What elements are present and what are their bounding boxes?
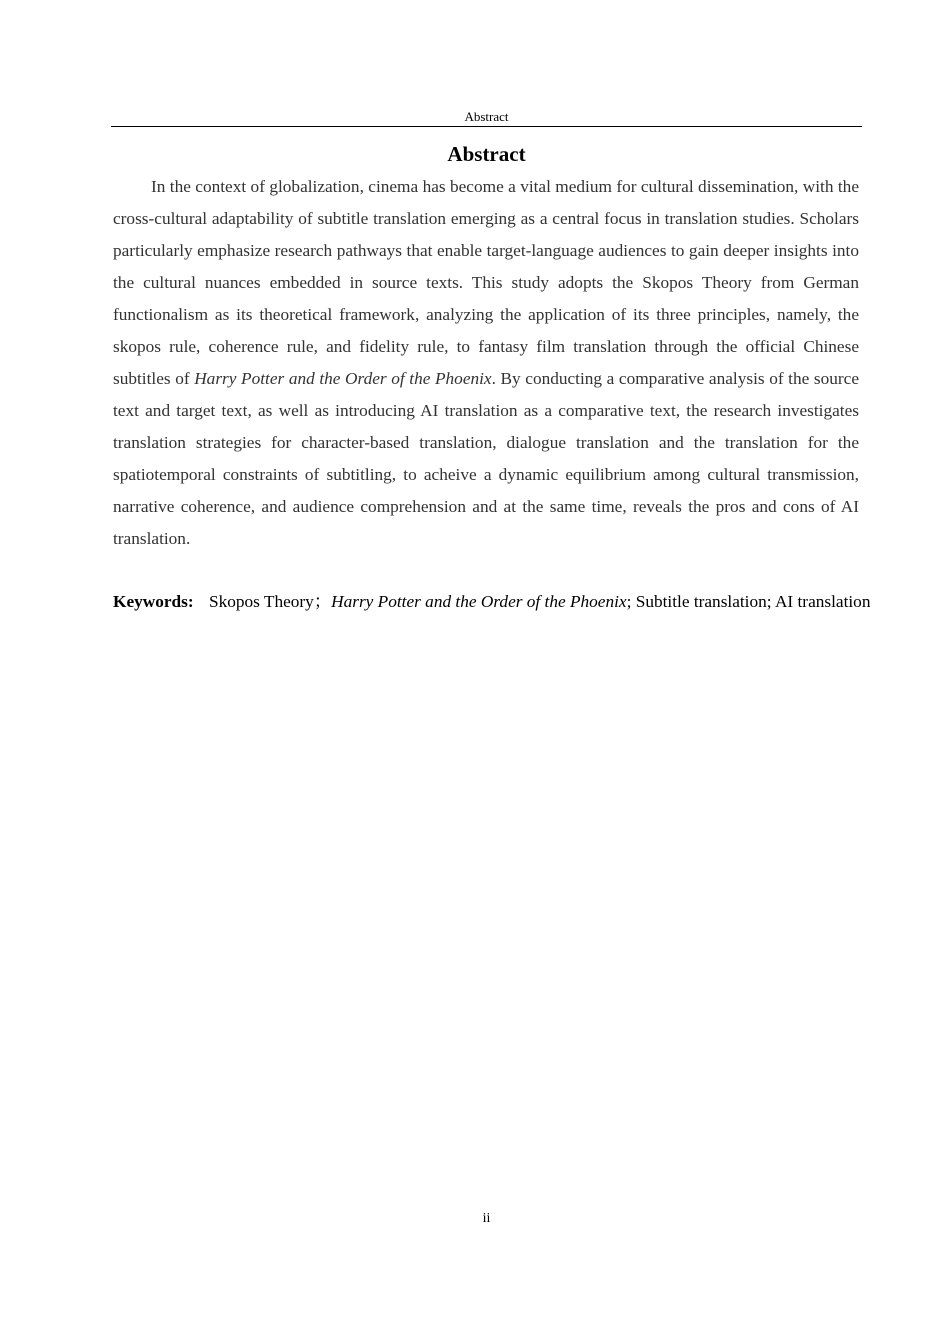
keywords-list	[209, 586, 877, 618]
keyword-separator: ;	[766, 592, 775, 611]
keyword-separator: ；	[313, 592, 332, 611]
keywords-label: Keywords:	[113, 592, 194, 611]
keyword-separator: ;	[626, 592, 636, 611]
page-title: Abstract	[447, 142, 526, 166]
abstract-paragraph	[113, 171, 859, 555]
keyword-skopos-theory: Skopos Theory	[209, 592, 314, 611]
keyword-subtitle-translation: Subtitle translation	[635, 592, 767, 611]
header-rule	[111, 126, 862, 127]
abstract-text-part-1: In the context of globalization, cinema has become a vital medium for cultural dissemination, with the cross-cultural adaptability of subtitle translation emerging as a central focus in translation studies. Scholars particularly emphasize research pathways that enable target-language audiences to gain deeper insights into the cultural nuances embedded in source texts. This study adopts the Skopos Theory from German functionalism as its theoretical framework, analyzing the application of its three principles, namely, the skopos rule, coherence rule, and fidelity rule, to fantasy film translation through the official Chinese subtitles of	[113, 177, 859, 388]
keyword-film-title: Harry Potter and the Order of the Phoenix	[331, 592, 627, 611]
running-header: Abstract	[464, 109, 509, 124]
keywords-section	[113, 586, 877, 618]
film-title-italic: Harry Potter and the Order of the Phoenix	[194, 369, 492, 388]
page-number: ii	[482, 1211, 491, 1226]
keyword-ai-translation: AI translation	[774, 592, 871, 611]
abstract-text-part-2: . By conducting a comparative analysis of the source text and target text, as well as introducing AI translation as a comparative text, the research investigates translation strategies for character-based translation, dialogue translation and the translation for the spatiotemporal constraints of subtitling, to acheive a dynamic equilibrium among cultural transmission, narrative coherence, and audience comprehension and at the same time, reveals the pros and cons of AI translation.	[113, 369, 859, 548]
